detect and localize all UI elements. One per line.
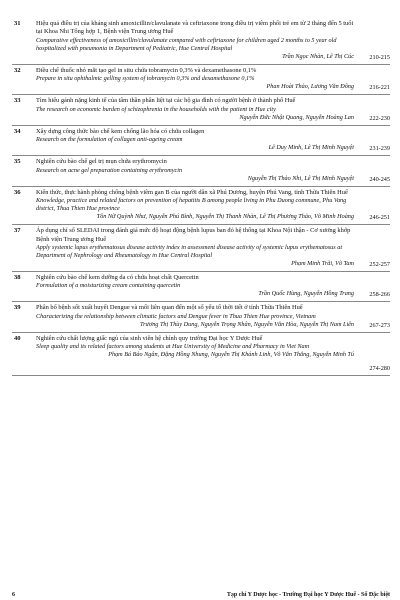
page-footer	[12, 592, 390, 598]
entry-body	[36, 97, 354, 121]
entry-number: 38	[14, 274, 21, 282]
entry-title-en: Characterizing the relationship between climatic factors and Dengue fever in Thua Thien Hue province, Vietnam	[36, 312, 316, 320]
entry-pages: 231-239	[369, 145, 390, 153]
entry-number: 34	[14, 127, 21, 135]
entry-title-en: Research on the formulation of collagen anti-ageing cream	[36, 136, 183, 144]
entry-authors: Nguyễn Thị Thảo Nhi, Lê Thị Minh Nguyệt	[247, 174, 354, 182]
entry-pages: 267-273	[369, 321, 390, 329]
entry-title-en: Prepare in situ ophthalmic gelling system of tobramycin 0,3% and dexamethasone 0,1%	[36, 75, 255, 83]
entry-pages: 222-230	[369, 114, 390, 122]
entry-title-vi: Nghiên cứu bào chế gel trị mụn chứa erythromycin	[36, 158, 167, 166]
entry-authors: Lê Duy Minh, Lê Thị Minh Nguyệt	[268, 144, 354, 152]
toc-entry	[12, 65, 390, 95]
entry-body	[36, 158, 354, 182]
entry-title-vi: Áp dụng chỉ số SLEDAI trong đánh giá mức độ hoạt động bệnh lupus ban đỏ hệ thống tại Khoa Nội thận - Cơ xương khớp Bệnh viện Trung ương Huế	[36, 227, 351, 243]
entry-title-en: Knowledge, practice and related factors on prevention of hepatitis B among people living in Phu Duong commune, Phu Vang district, Thua Thien Hue province	[36, 196, 347, 213]
entry-number: 36	[14, 188, 21, 196]
entry-title-en: Sleep quality and its related factors among students at Hue University of Medicine and Pharmacy in Viet Nam	[36, 343, 310, 351]
entry-pages: 274-280	[369, 365, 390, 373]
entry-body	[36, 304, 354, 328]
journal-name: Tạp chí Y Dược học - Trường Đại học Y Dược Huế - Số Đặc biệt	[226, 592, 390, 598]
toc-entry	[12, 333, 390, 376]
entry-authors: Phan Hoài Thảo, Lương Văn Đông	[266, 83, 354, 91]
entry-title-vi: Nghiên cứu chất lượng giấc ngủ của sinh viên hệ chính quy trường Đại học Y Dược Huế	[36, 334, 263, 342]
entry-body	[36, 189, 354, 222]
toc-entry	[12, 302, 390, 332]
entry-pages: 216-221	[369, 84, 390, 92]
entry-authors: Tôn Nữ Quỳnh Như, Nguyễn Phú Bình, Nguyễn Thị Thanh Nhàn, Lê Thị Phương Thảo, Võ Minh Hoàng	[96, 213, 354, 221]
entry-authors: Trần Quốc Hùng, Nguyễn Hồng Trang	[258, 290, 354, 298]
entry-number: 33	[14, 97, 21, 105]
entry-number: 35	[14, 158, 21, 166]
table-of-contents	[12, 18, 390, 376]
toc-entry	[12, 126, 390, 156]
entry-number: 32	[14, 66, 21, 74]
entry-title-en: Comparative effectiveness of amoxicillin/clavulanate compared with ceftriaxone for children aged 2 months to 5 year old hospitalized with pneumonia in Department of Pediatric, Hue Central Hospital	[36, 36, 337, 52]
toc-entry	[12, 225, 390, 272]
entry-body	[36, 20, 354, 61]
entry-title-en: The research on economic burden of schizophrenia in the households with the patient in Hue city	[36, 105, 276, 113]
entry-authors: Nguyễn Đức Nhật Quang, Nguyễn Hoàng Lan	[239, 113, 354, 121]
entry-body	[36, 335, 354, 359]
entry-pages: 258-266	[369, 291, 390, 299]
entry-title-vi: Hiệu quả điều trị của kháng sinh amoxicillin/clavulanate và ceftriaxone trong điều trị viêm phổi trẻ em từ 2 tháng đến 5 tuổi tại Khoa Nhi Tổng hợp 1, Bệnh viện Trung ương Huế	[36, 20, 354, 36]
entry-authors: Phạm Minh Trãi, Võ Tam	[291, 259, 354, 267]
entry-pages: 246-251	[369, 214, 390, 222]
entry-body	[36, 227, 354, 268]
toc-entry	[12, 95, 390, 125]
entry-title-vi: Tìm hiểu gánh nặng kinh tế của tâm thần phân liệt tại các hộ gia đình có người bệnh ở thành phố Huế	[36, 97, 296, 105]
entry-title-vi: Phân bố bệnh sốt xuất huyết Dengue và mối liên quan đến một số yếu tố thời tiết ở tỉnh Thừa Thiên Huế	[36, 304, 303, 312]
entry-authors: Trần Ngọc Nhàn, Lê Thị Cúc	[282, 52, 354, 60]
entry-title-en: Research on acne gel preparation containing erythromycin	[36, 166, 183, 174]
entry-number: 37	[14, 227, 21, 235]
entry-number: 40	[14, 334, 21, 342]
page-number: 6	[12, 592, 15, 598]
entry-number: 39	[14, 304, 21, 312]
entry-title-vi: Kiến thức, thực hành phòng chống bệnh viêm gan B của người dân xã Phú Dương, huyện Phú Vang, tỉnh Thừa Thiên Huế	[36, 188, 348, 196]
entry-title-vi: Xây dựng công thức bào chế kem chống lão hóa có chứa collagen	[36, 127, 205, 135]
entry-body	[36, 67, 354, 91]
entry-authors: Trương Thị Thùy Dung, Nguyễn Trọng Nhân, Nguyễn Văn Hòa, Nguyễn Thị Nam Liên	[140, 320, 354, 328]
toc-entry	[12, 156, 390, 186]
entry-pages: 210-215	[369, 53, 390, 61]
entry-body	[36, 128, 354, 152]
entry-pages: 252-257	[369, 261, 390, 269]
entry-number: 31	[14, 20, 21, 27]
entry-body	[36, 274, 354, 298]
entry-authors: Phạm Bá Bảo Ngân, Đặng Hồng Nhung, Nguyễn Thị Khánh Linh, Võ Văn Thắng, Nguyễn Minh Tú	[108, 351, 354, 359]
toc-entry	[12, 18, 390, 65]
entry-title-vi: Điều chế thuốc nhỏ mắt tạo gel in situ chứa tobramycin 0,3% và dexamethasone 0,1%	[36, 66, 257, 74]
entry-title-en: Formulation of a moisturizing cream containing quercetin	[36, 282, 181, 290]
toc-entry	[12, 272, 390, 302]
entry-pages: 240-245	[369, 175, 390, 183]
entry-title-vi: Nghiên cứu bào chế kem dưỡng da có chứa hoạt chất Quercetin	[36, 274, 199, 282]
toc-entry	[12, 187, 390, 226]
entry-title-en: Apply systemic lupus erythematosus disease activity index in assessment disease activity of systemic lupus erythematosus at Department of Nephrology and Rheumatology in Hue Central Hospital	[36, 243, 343, 259]
